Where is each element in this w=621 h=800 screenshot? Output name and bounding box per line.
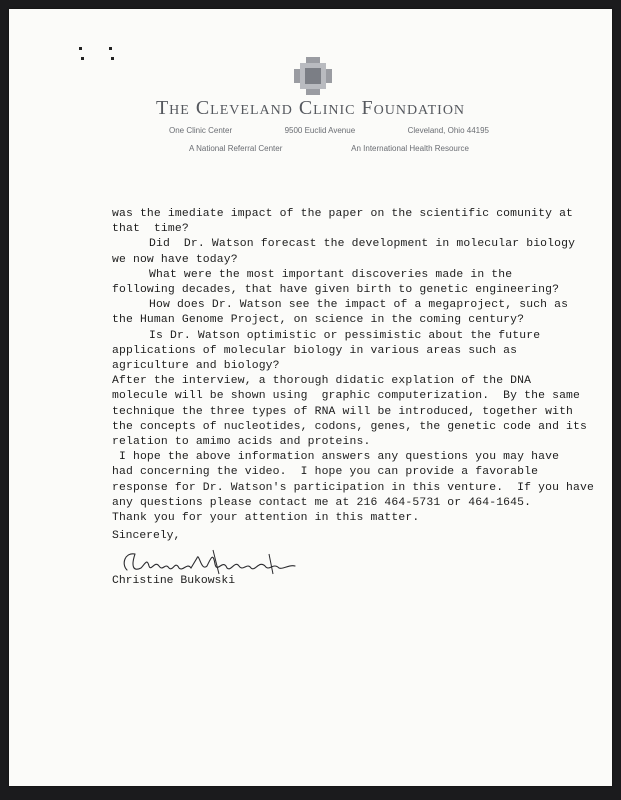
body-line: applications of molecular biology in various areas such as (112, 344, 518, 357)
body-line: agriculture and biology? (112, 360, 280, 373)
tagline (189, 144, 469, 153)
closing: Sincerely, (112, 530, 181, 542)
body-line: Thank you for your attention in this matter. (112, 512, 420, 525)
organization-name: The Cleveland Clinic Foundation (155, 97, 466, 119)
body-line: How does Dr. Watson see the impact of a megaproject, such as (149, 299, 569, 312)
letter-body (112, 207, 594, 526)
address-street-1: One Clinic Center (169, 126, 233, 135)
body-line: What were the most important discoveries made in the (149, 268, 513, 281)
body-line: the concepts of nucleotides, codons, genes, the genetic code and its (112, 420, 588, 433)
body-line: response for Dr. Watson's participation in this venture. If you have (112, 481, 594, 494)
body-line: molecule will be shown using graphic computerization. By the same (112, 390, 581, 403)
tagline-referral: A National Referral Center (189, 144, 283, 153)
punch-marks (79, 45, 119, 65)
clinic-logo-icon (294, 57, 332, 95)
address-city: Cleveland, Ohio 44195 (407, 126, 489, 135)
body-line: Did Dr. Watson forecast the development in molecular biology (149, 238, 576, 251)
address-street-2: 9500 Euclid Avenue (284, 126, 356, 135)
letter-page (9, 9, 612, 786)
body-line: was the imediate impact of the paper on the scientific comunity at (112, 208, 574, 220)
body-line: technique the three types of RNA will be introduced, together with (112, 405, 574, 418)
body-line: that time? (112, 223, 189, 236)
body-line: any questions please contact me at 216 464-5731 or 464-1645. (112, 496, 532, 509)
body-line: the Human Genome Project, on science in the coming century? (112, 314, 525, 327)
tagline-resource: An International Health Resource (351, 144, 469, 153)
address-line (169, 126, 489, 135)
body-line: had concerning the video. I hope you can provide a favorable (112, 466, 539, 479)
body-line: After the interview, a thorough didatic explation of the DNA (112, 375, 532, 388)
signer-name: Christine Bukowski (112, 575, 236, 587)
body-line: I hope the above information answers any questions you may have (112, 451, 560, 464)
body-line: relation to amimo acids and proteins. (112, 436, 371, 449)
body-line: we now have today? (112, 253, 238, 266)
body-line: following decades, that have given birth to genetic engineering? (112, 284, 560, 297)
body-line: Is Dr. Watson optimistic or pessimistic about the future (149, 329, 541, 342)
